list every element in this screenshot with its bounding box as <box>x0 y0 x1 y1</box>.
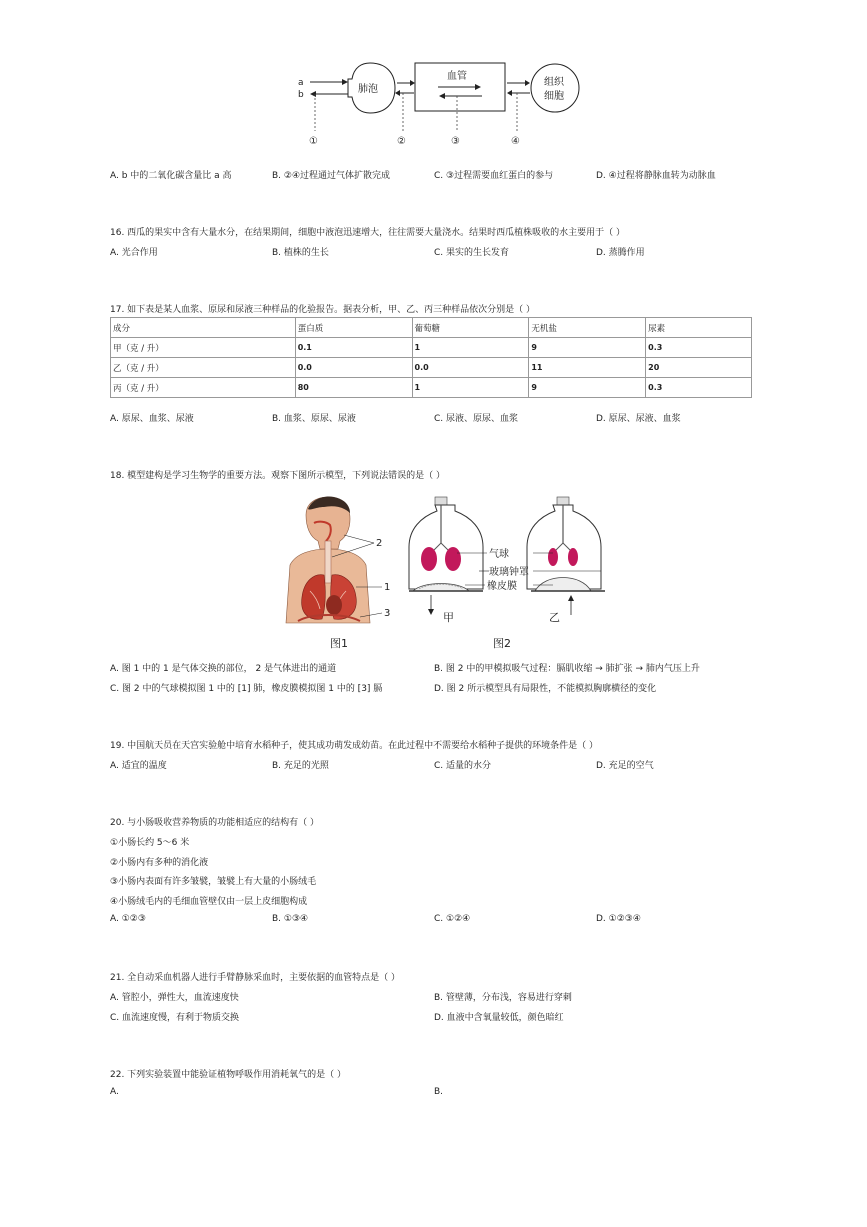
tissue-label-1: 组织 <box>544 77 564 88</box>
marker-3: ③ <box>451 136 460 147</box>
q22-stem: 22. 下列实验装置中能验证植物呼吸作用消耗氧气的是（ ） <box>110 1070 347 1080</box>
table-cell: 20 <box>646 358 752 378</box>
table-cell: 1 <box>412 338 529 358</box>
table-header-cell: 无机盐 <box>529 318 646 338</box>
q19-option-a: A. 适宜的温度 <box>110 761 167 771</box>
fig2-label-bell: 玻璃钟罩 <box>489 567 529 578</box>
alveolus-vessel-tissue-diagram <box>290 55 590 155</box>
q19-option-c: C. 适量的水分 <box>434 761 492 771</box>
table-header-row <box>111 318 752 338</box>
tissue-cell <box>531 64 579 112</box>
q17-option-a: A. 原尿、血浆、尿液 <box>110 414 194 424</box>
q19-stem: 19. 中国航天员在天宫实验舱中培育水稻种子，使其成功萌发成幼苗。在此过程中不需要给水稻种子提供的环境条件是（ ） <box>110 741 599 751</box>
q18-option-a: A. 图 1 中的 1 是气体交换的部位， 2 是气体进出的通道 <box>110 664 337 674</box>
q19-option-d: D. 充足的空气 <box>596 761 654 771</box>
q16-option-a: A. 光合作用 <box>110 248 158 258</box>
table-cell: 0.1 <box>295 338 412 358</box>
q18-option-d: D. 图 2 所示模型具有局限性，不能模拟胸廓横径的变化 <box>434 684 657 694</box>
marker-4: ④ <box>511 136 520 147</box>
lab-report-table <box>110 317 752 398</box>
q18-stem: 18. 模型建构是学习生物学的重要方法。观察下图所示模型，下列说法错误的是（ ） <box>110 471 446 481</box>
table-cell: 9 <box>529 338 646 358</box>
table-header-cell: 尿素 <box>646 318 752 338</box>
q21-option-c: C. 血流速度慢，有利于物质交换 <box>110 1013 240 1023</box>
q20-stem: 20. 与小肠吸收营养物质的功能相适应的结构有（ ） <box>110 818 320 828</box>
q15-option-d: D. ④过程将静脉血转为动脉血 <box>596 171 716 181</box>
table-cell: 0.0 <box>295 358 412 378</box>
fig1-label-2: 2 <box>376 538 383 549</box>
q21-stem: 21. 全自动采血机器人进行手臂静脉采血时，主要依据的血管特点是（ ） <box>110 973 401 983</box>
table-row <box>111 338 752 358</box>
q16-option-b: B. 植株的生长 <box>272 248 329 258</box>
table-cell: 9 <box>529 378 646 398</box>
q20-option-a: A. ①②③ <box>110 914 146 924</box>
q22-option-b: B. <box>434 1087 444 1097</box>
respiratory-system-figure <box>278 495 398 655</box>
q15-option-c: C. ③过程需要血红蛋白的参与 <box>434 171 554 181</box>
alveolus-label: 肺泡 <box>358 84 378 95</box>
q21-option-b: B. 管壁薄，分布浅，容易进行穿刺 <box>434 993 572 1003</box>
table-header-cell: 成分 <box>111 318 296 338</box>
tissue-label-2: 细胞 <box>544 91 564 102</box>
marker-1: ① <box>309 136 318 147</box>
table-cell: 11 <box>529 358 646 378</box>
table-row <box>111 358 752 378</box>
bell-jar-model-figure <box>405 487 605 652</box>
fig1-label-3: 3 <box>384 608 391 619</box>
table-cell: 乙（克 / 升） <box>111 358 296 378</box>
table-cell: 0.0 <box>412 358 529 378</box>
table-cell: 80 <box>295 378 412 398</box>
bell-jar-jia <box>409 497 483 624</box>
q17-option-b: B. 血浆、原尿、尿液 <box>272 414 356 424</box>
table-header-cell: 葡萄糖 <box>412 318 529 338</box>
fig1-label-1: 1 <box>384 582 391 593</box>
q21-option-d: D. 血液中含氧量较低，颜色暗红 <box>434 1013 564 1023</box>
q15-option-a: A. b 中的二氧化碳含量比 a 高 <box>110 171 232 181</box>
table-row <box>111 378 752 398</box>
q22-option-a: A. <box>110 1087 119 1097</box>
q17-stem: 17. 如下表是某人血浆、原尿和尿液三种样品的化验报告。据表分析，甲、乙、丙三种样品依次分别是（ ） <box>110 305 536 315</box>
q16-option-d: D. 蒸腾作用 <box>596 248 645 258</box>
table-cell: 0.3 <box>646 378 752 398</box>
table-cell: 丙（克 / 升） <box>111 378 296 398</box>
q21-option-a: A. 管腔小，弹性大，血流速度快 <box>110 993 239 1003</box>
fig2-label-yi: 乙 <box>549 611 560 624</box>
bell-jar-yi <box>527 497 605 624</box>
fig2-label-membrane: 橡皮膜 <box>487 581 517 592</box>
q17-option-c: C. 尿液、原尿、血浆 <box>434 414 519 424</box>
q19-option-b: B. 充足的光照 <box>272 761 329 771</box>
q20-item: ③小肠内表面有许多皱襞，皱襞上有大量的小肠绒毛 <box>110 877 317 887</box>
q17-option-d: D. 原尿、尿液、血浆 <box>596 414 681 424</box>
q18-option-b: B. 图 2 中的甲模拟吸气过程：膈肌收缩 → 肺扩张 → 肺内气压上升 <box>434 664 700 674</box>
fig2-label-jia: 甲 <box>443 611 454 624</box>
marker-2: ② <box>397 136 406 147</box>
label-b: b <box>298 90 304 100</box>
q20-item: ④小肠绒毛内的毛细血管壁仅由一层上皮细胞构成 <box>110 897 308 907</box>
q16-option-c: C. 果实的生长发育 <box>434 248 510 258</box>
q16-stem: 16. 西瓜的果实中含有大量水分，在结果期间，细胞中液泡迅速增大，往往需要大量浇水。结果时西瓜植株吸收的水主要用于（ ） <box>110 228 626 238</box>
q20-option-d: D. ①②③④ <box>596 914 641 924</box>
q15-option-b: B. ②④过程通过气体扩散完成 <box>272 171 391 181</box>
q20-item: ①小肠长约 5～6 米 <box>110 838 190 848</box>
q18-option-c: C. 图 2 中的气球模拟图 1 中的 [1] 肺，橡皮膜模拟图 1 中的 [3] 膈 <box>110 684 383 694</box>
vessel-label: 血管 <box>447 71 467 82</box>
table-cell: 甲（克 / 升） <box>111 338 296 358</box>
q20-option-c: C. ①②④ <box>434 914 471 924</box>
q20-option-b: B. ①③④ <box>272 914 309 924</box>
table-cell: 1 <box>412 378 529 398</box>
label-a: a <box>298 78 304 88</box>
table-header-cell: 蛋白质 <box>295 318 412 338</box>
fig1-caption: 图1 <box>330 637 348 650</box>
table-cell: 0.3 <box>646 338 752 358</box>
fig2-label-balloon: 气球 <box>489 549 509 560</box>
q20-item: ②小肠内有多种的消化液 <box>110 858 209 868</box>
fig2-caption: 图2 <box>493 637 511 650</box>
